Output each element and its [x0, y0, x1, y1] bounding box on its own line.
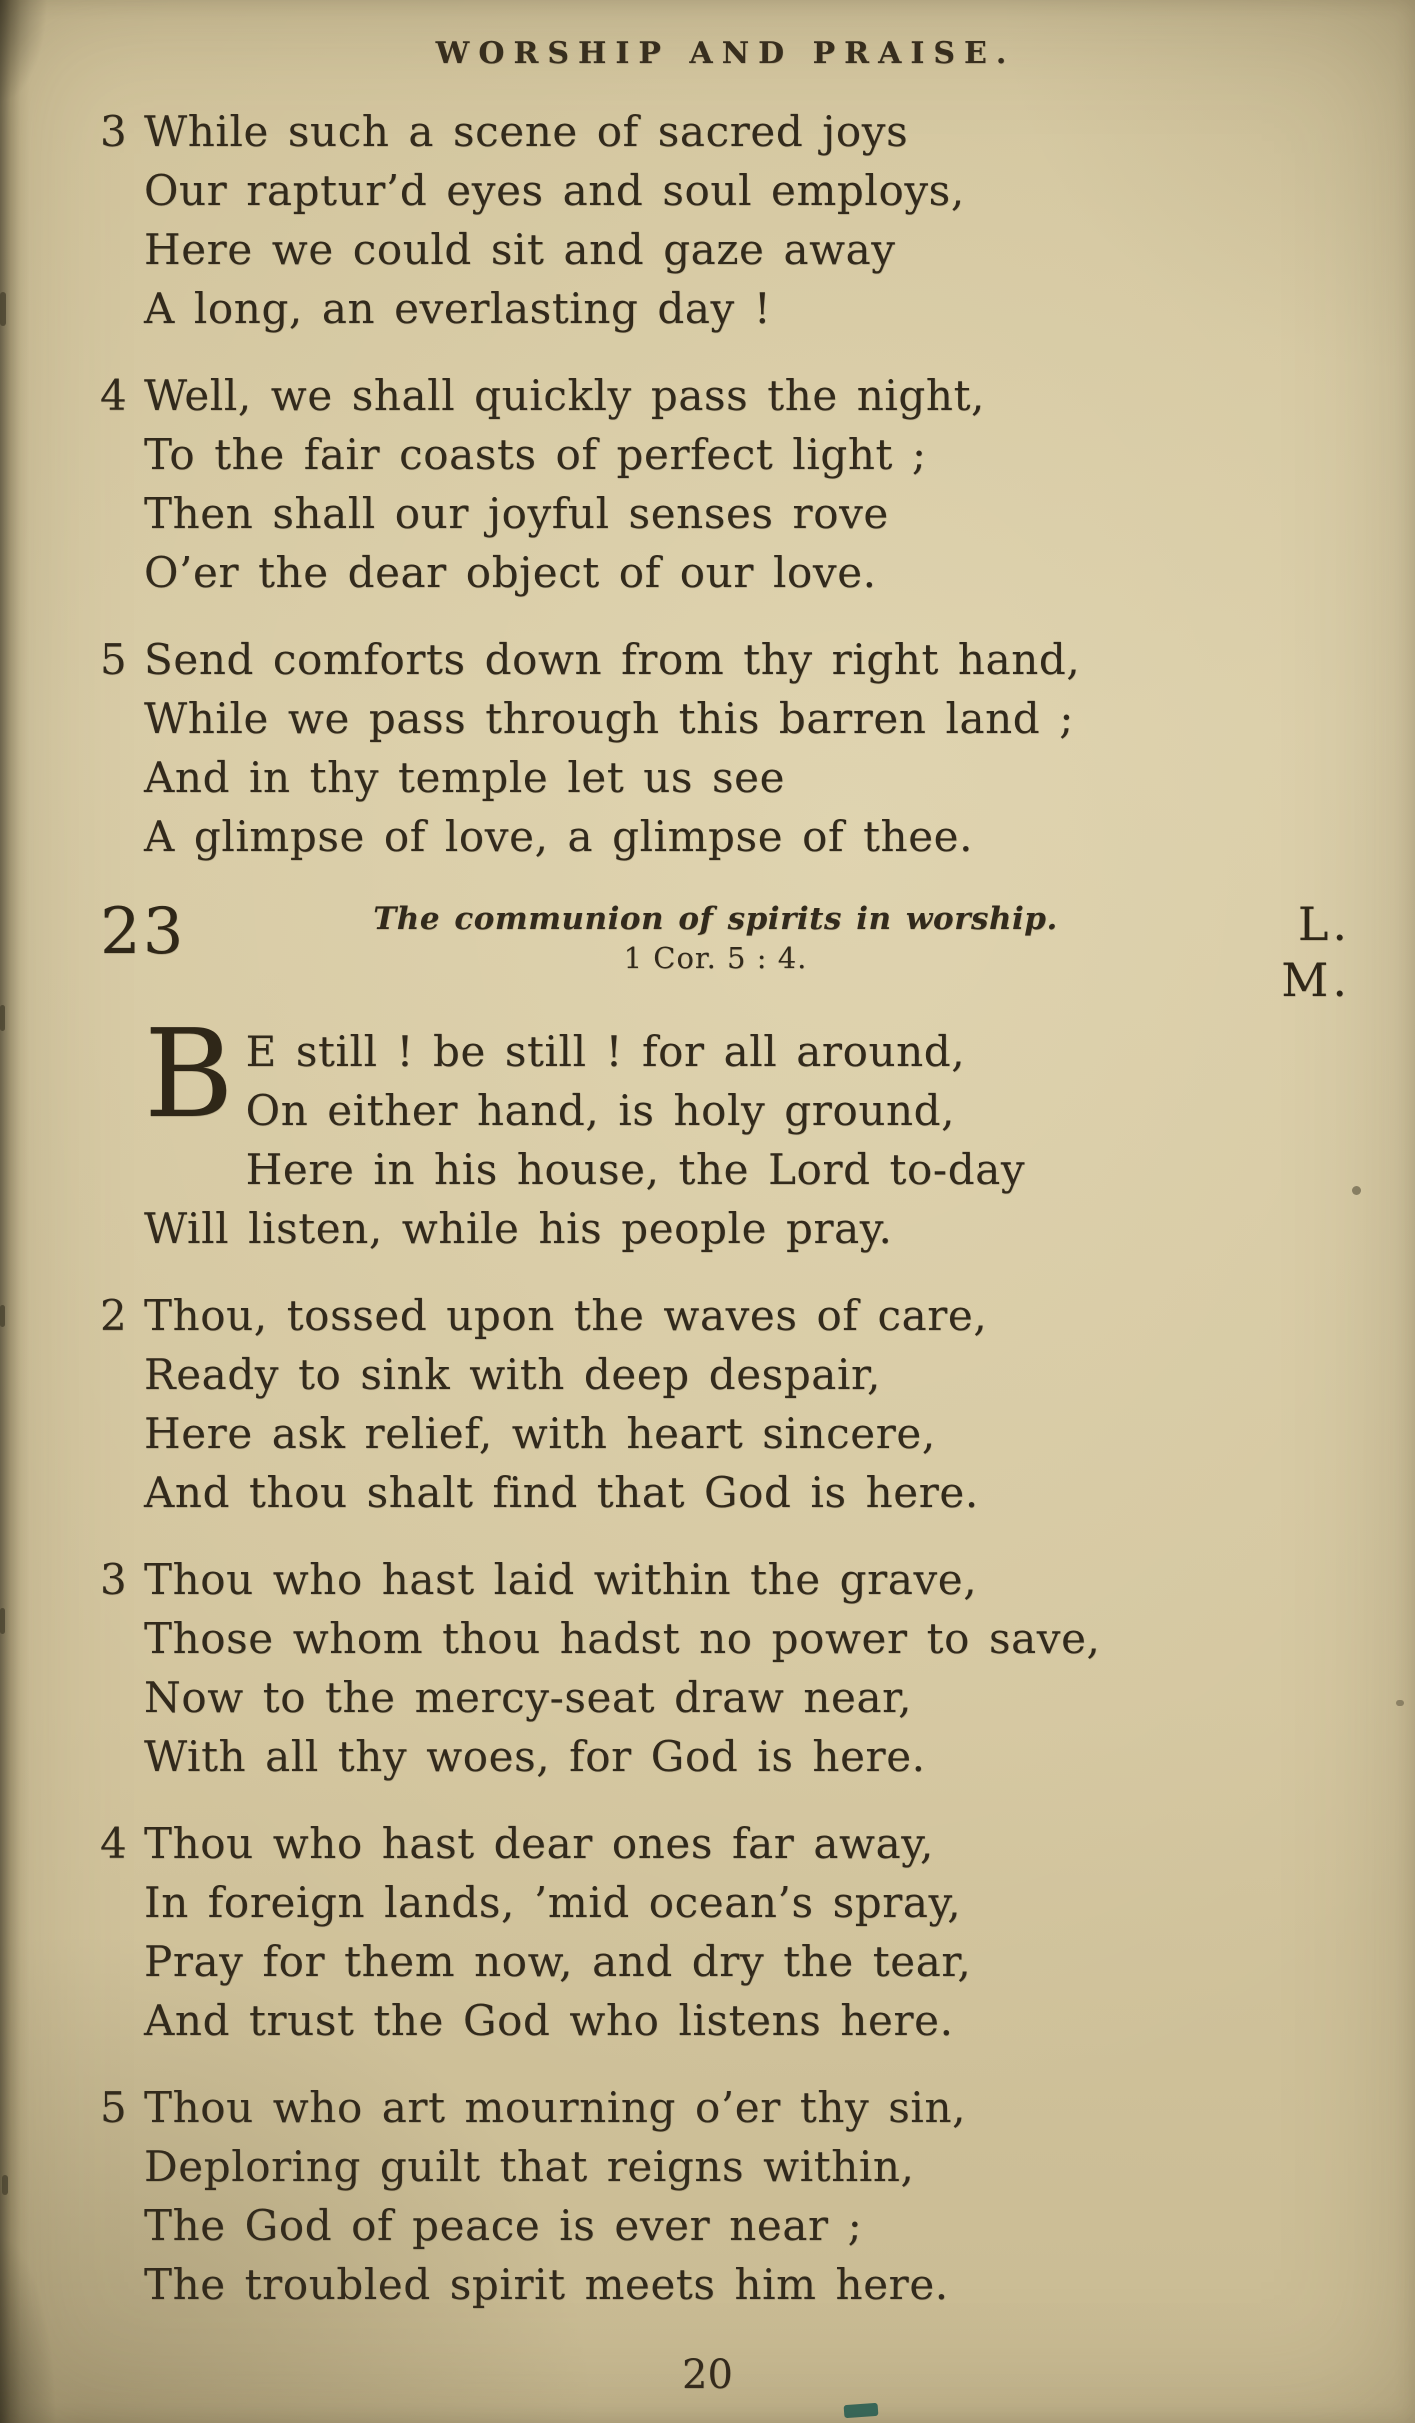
verse-number: 2 [100, 1291, 127, 1340]
verse [100, 102, 1351, 338]
verse [100, 1550, 1351, 1786]
verse-line: Pray for them now, and dry the tear, [144, 1937, 972, 1986]
verse-lines [144, 366, 1351, 602]
verse-number: 3 [100, 1555, 127, 1604]
verse-line: Well, we shall quickly pass the night, [144, 371, 985, 420]
verse-line: The troubled spirit meets him here. [144, 2260, 949, 2309]
verse-line: A long, an everlasting day ! [144, 284, 772, 333]
verse-line: With all thy woes, for God is here. [144, 1732, 926, 1781]
verse-lines [144, 1286, 1351, 1522]
verse-number: 4 [100, 371, 127, 420]
verse-line: Then shall our joyful senses rove [144, 489, 889, 538]
running-header: WORSHIP AND PRAISE. [435, 36, 1016, 71]
hymn-header [100, 896, 1351, 1008]
verse-line: Now to the mercy-seat draw near, [144, 1673, 913, 1722]
verse-lines [144, 1814, 1351, 2050]
verse-line: In foreign lands, ’mid ocean’s spray, [144, 1878, 962, 1927]
verse-line: Thou who art mourning o’er thy sin, [144, 2083, 967, 2132]
hymn-title-block [220, 896, 1211, 976]
verse-lines [144, 2078, 1351, 2314]
drop-cap-initial: B [144, 1003, 234, 1145]
verse-line: Send comforts down from thy right hand, [144, 635, 1081, 684]
verse [100, 2078, 1351, 2314]
bottom-edge-mark [844, 2403, 879, 2418]
verse-line: Our raptur’d eyes and soul employs, [144, 166, 965, 215]
verse-line: And trust the God who listens here. [144, 1996, 954, 2045]
verse-number: 3 [100, 107, 127, 156]
verse-line: Here in his house, the Lord to-day [245, 1145, 1026, 1194]
opening-verse [144, 1003, 1351, 1258]
verse-line: Thou who hast laid within the grave, [144, 1555, 978, 1604]
verse-lines [144, 630, 1351, 866]
verse [100, 366, 1351, 602]
verse-line: Those whom thou hadst no power to save, [144, 1614, 1101, 1663]
verse-lines [144, 1550, 1351, 1786]
verse [100, 1814, 1351, 2050]
verse-line-text: E still ! be still ! for all around, [245, 1027, 966, 1076]
verse-line: While we pass through this barren land ; [144, 694, 1074, 743]
verse-line: And thou shalt find that God is here. [144, 1468, 979, 1517]
hymn-number: 23 [100, 895, 186, 969]
verse-line: Thou who hast dear ones far away, [144, 1819, 934, 1868]
hymn-meter: L. M. [1281, 897, 1351, 1007]
page-number: 20 [682, 2352, 733, 2398]
verse-line: While such a scene of sacred joys [144, 107, 909, 156]
verse-line: Thou, tossed upon the waves of care, [144, 1291, 988, 1340]
verse-number: 5 [100, 635, 127, 684]
verse-number: 4 [100, 1819, 127, 1868]
verse-line: The God of peace is ever near ; [144, 2201, 863, 2250]
hymn-scripture-reference: 1 Cor. 5 : 4. [623, 941, 808, 975]
verse-line [144, 1022, 1351, 1081]
verse-line: Here ask relief, with heart sincere, [144, 1409, 936, 1458]
hymn-23 [100, 896, 1351, 2314]
verse-line: And in thy temple let us see [144, 753, 786, 802]
hymn-title: The communion of spirits in worship. [373, 901, 1058, 937]
verse-line: Ready to sink with deep despair, [144, 1350, 881, 1399]
verse-line: Will listen, while his people pray. [144, 1204, 893, 1253]
verse-number: 5 [100, 2083, 127, 2132]
previous-hymn-continuation [100, 102, 1351, 866]
verse-line: On either hand, is holy ground, [245, 1086, 956, 1135]
verse-line: To the fair coasts of perfect light ; [144, 430, 927, 479]
verse [100, 630, 1351, 866]
verse [100, 1286, 1351, 1522]
verse-line: Here we could sit and gaze away [144, 225, 896, 274]
verse-line: A glimpse of love, a glimpse of thee. [144, 812, 974, 861]
verse-lines [144, 102, 1351, 338]
verse-line: O’er the dear object of our love. [144, 548, 877, 597]
verse-line: Deploring guilt that reigns within, [144, 2142, 915, 2191]
